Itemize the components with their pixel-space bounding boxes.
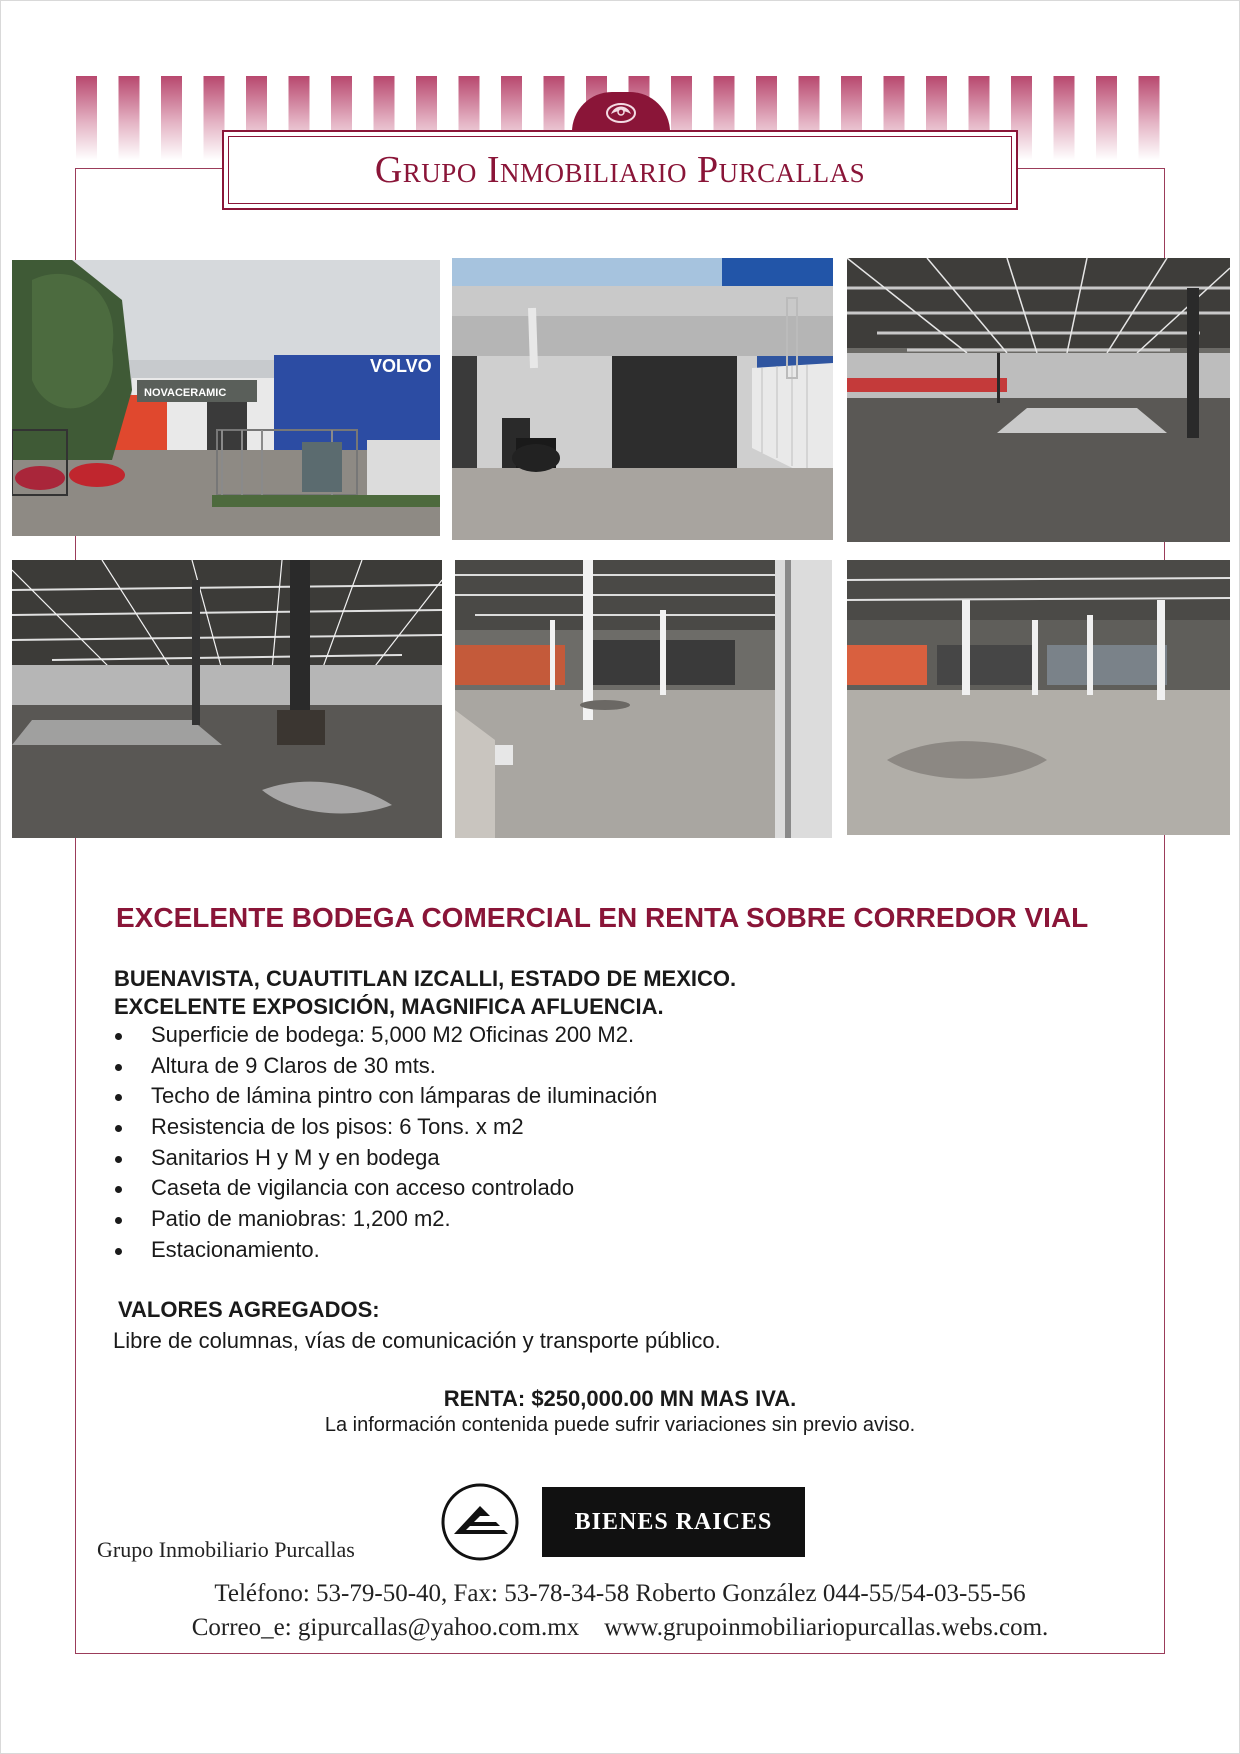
pyramid-logo-icon: [440, 1482, 520, 1562]
feature-item: [114, 1114, 657, 1145]
title-banner: [222, 130, 1018, 210]
volvo-sign: VOLVO: [370, 356, 432, 376]
bullet-icon: [115, 1064, 122, 1071]
bullet-icon: [115, 1125, 122, 1132]
bullet-icon: [115, 1094, 122, 1101]
awning-stripe: [76, 76, 97, 160]
warehouse-interior-photo-3: [455, 560, 832, 838]
feature-item: [114, 1206, 657, 1237]
feature-item: [114, 1022, 657, 1053]
bullet-icon: [115, 1217, 122, 1224]
listing-headline: EXCELENTE BODEGA COMERCIAL EN RENTA SOBRE CORREDOR VIAL: [116, 902, 1089, 933]
novaceramic-sign: NOVACERAMIC: [144, 387, 227, 399]
added-values-title: VALORES AGREGADOS:: [118, 1297, 380, 1322]
feature-item: [114, 1053, 657, 1084]
title-banner-inner: [228, 136, 1012, 204]
feature-item: [114, 1175, 657, 1206]
awning-stripe: [1054, 76, 1075, 160]
awning-stripe: [1096, 76, 1117, 160]
added-values-text: Libre de columnas, vías de comunicación y transporte público.: [113, 1328, 721, 1353]
feature-text: Caseta de vigilancia con acceso controlado: [151, 1175, 575, 1201]
email-web-line: Correo_e: gipurcallas@yahoo.com.mx www.grupoinmobiliariopurcallas.webs.com.: [191, 1614, 1049, 1641]
rent-price: RENTA: $250,000.00 MN MAS IVA.: [443, 1386, 797, 1411]
feature-item: [114, 1145, 657, 1176]
listing-location: BUENAVISTA, CUAUTITLAN IZCALLI, ESTADO DE MEXICO.: [114, 966, 737, 991]
feature-text: Superficie de bodega: 5,000 M2 Oficinas 200 M2.: [151, 1022, 635, 1047]
company-title: Grupo Inmobiliario Purcallas: [374, 149, 866, 191]
awning-stripe: [161, 76, 182, 160]
feature-item: [114, 1083, 657, 1114]
warehouse-interior-photo-2: [12, 560, 442, 838]
feature-item: [114, 1237, 657, 1268]
disclaimer: La información contenida puede sufrir variaciones sin previo aviso.: [324, 1414, 916, 1436]
warehouse-entrance-photo: [452, 258, 833, 540]
feature-text: Sanitarios H y M y en bodega: [151, 1144, 440, 1170]
awning-stripe: [119, 76, 140, 160]
bienes-raices-badge: [542, 1487, 805, 1557]
bienes-raices-text: BIENES RAICES: [574, 1508, 773, 1535]
warehouse-interior-photo-1: [847, 258, 1230, 542]
feature-text: Techo de lámina pintro con lámparas de iluminación: [151, 1083, 658, 1109]
awning-stripe: [1139, 76, 1160, 160]
flower-emblem-icon: [603, 98, 639, 126]
footer-company-name: Grupo Inmobiliario Purcallas: [97, 1537, 355, 1562]
listing-exposure: EXCELENTE EXPOSICIÓN, MAGNIFICA AFLUENCIA.: [114, 994, 664, 1019]
phone-line: Teléfono: 53-79-50-40, Fax: 53-78-34-58 Roberto González 044-55/54-03-55-56: [214, 1580, 1026, 1607]
bullet-icon: [115, 1248, 122, 1255]
bullet-icon: [115, 1156, 122, 1163]
feature-text: Resistencia de los pisos: 6 Tons. x m2: [151, 1114, 524, 1140]
bullet-icon: [115, 1033, 122, 1040]
bullet-icon: [115, 1186, 122, 1193]
street-exterior-photo: [12, 260, 440, 536]
feature-text: Altura de 9 Claros de 30 mts.: [151, 1052, 436, 1078]
feature-text: Estacionamiento.: [151, 1236, 320, 1262]
warehouse-interior-photo-4: [847, 560, 1230, 835]
feature-text: Patio de maniobras: 1,200 m2.: [151, 1206, 451, 1232]
feature-list: [114, 1022, 657, 1268]
